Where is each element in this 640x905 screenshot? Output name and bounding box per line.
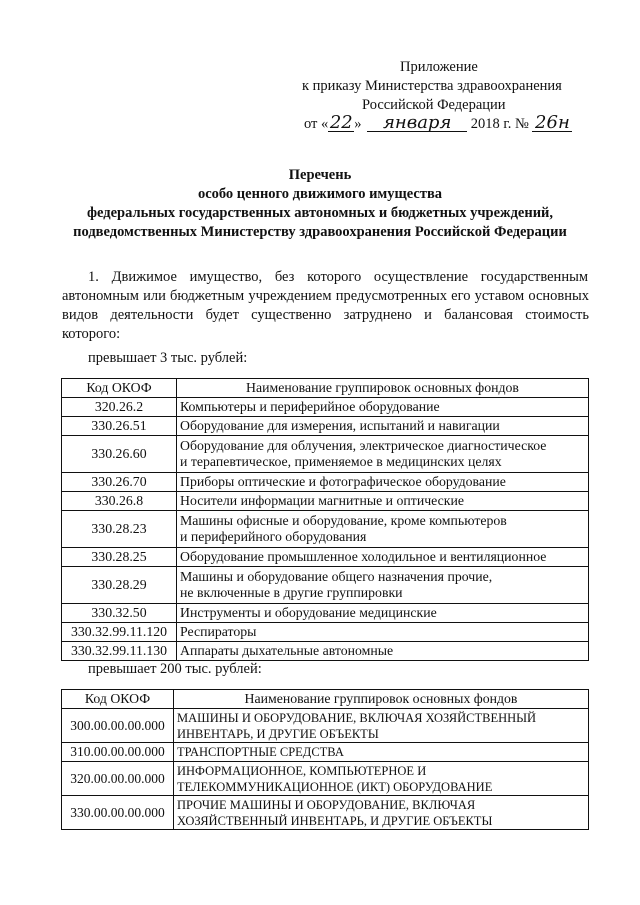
handwritten-month: января: [367, 115, 467, 132]
table-row: [62, 709, 589, 743]
okof-code: 330.00.00.00.000: [62, 796, 174, 830]
table-row: [62, 642, 589, 661]
okof-code: 320.26.2: [62, 398, 177, 417]
table-row: [62, 511, 589, 548]
okof-code: 330.32.99.11.130: [62, 642, 177, 661]
group-name: Оборудование для измерения, испытаний и навигации: [177, 417, 589, 436]
table-3k: [61, 378, 589, 661]
table-row: [62, 604, 589, 623]
table-row: [62, 548, 589, 567]
okof-code: 330.26.8: [62, 492, 177, 511]
okof-code: 330.32.99.11.120: [62, 623, 177, 642]
document-title: [40, 166, 600, 242]
group-name-line-1: Оборудование для облучения, электрическое диагностическое: [180, 438, 547, 453]
handwritten-day: 22: [329, 112, 353, 133]
table2-header-code: Код ОКОФ: [62, 690, 174, 709]
date-quote-close: »: [354, 116, 362, 132]
table-row: [62, 473, 589, 492]
okof-code: 300.00.00.00.000: [62, 709, 174, 743]
table-row: [62, 417, 589, 436]
okof-code: 330.32.50: [62, 604, 177, 623]
date-year-number-label: 2018 г. №: [470, 116, 529, 132]
group-name: Аппараты дыхательные автономные: [177, 642, 589, 661]
okof-code: 330.26.60: [62, 436, 177, 473]
group-name: [177, 567, 589, 604]
group-name: Носители информации магнитные и оптические: [177, 492, 589, 511]
table-row: [62, 796, 589, 830]
table-row: [62, 492, 589, 511]
table-row: [62, 762, 589, 796]
title-line-3: федеральных государственных автономных и бюджетных учреждений,: [86, 205, 554, 221]
title-line-4: подведомственных Министерству здравоохранения Российской Федерации: [73, 224, 567, 240]
table-row: [62, 743, 589, 762]
okof-code: 330.26.51: [62, 417, 177, 436]
group-name-line-2: ХОЗЯЙСТВЕННЫЙ ИНВЕНТАРЬ, И ДРУГИЕ ОБЪЕКТЫ: [177, 813, 493, 828]
okof-code: 320.00.00.00.000: [62, 762, 174, 796]
handwritten-order-number: 26н: [532, 115, 572, 132]
okof-code: 330.28.29: [62, 567, 177, 604]
okof-code: 310.00.00.00.000: [62, 743, 174, 762]
title-line-1: Перечень: [288, 167, 352, 183]
group-name-line-2: и периферийного оборудования: [180, 529, 367, 544]
table-row: [62, 436, 589, 473]
group-name: [177, 511, 589, 548]
group-name: Инструменты и оборудование медицинские: [177, 604, 589, 623]
group-name-line-1: Машины и оборудование общего назначения прочие,: [180, 569, 493, 584]
group-name: Респираторы: [177, 623, 589, 642]
approval-block: [298, 58, 598, 134]
paragraph-1-first-line: 1. Движимое имущество, без которого осуществление государственным: [88, 269, 588, 285]
title-line-2: особо ценного движимого имущества: [197, 186, 443, 202]
group-name: [177, 436, 589, 473]
group-name: [174, 709, 589, 743]
group-name-line-1: ПРОЧИЕ МАШИНЫ И ОБОРУДОВАНИЕ, ВКЛЮЧАЯ: [177, 797, 476, 812]
order-ministry-line: к приказу Министерства здравоохранения: [302, 78, 562, 94]
appendix-label: Приложение: [400, 59, 478, 75]
group-name-line-1: ИНФОРМАЦИОННОЕ, КОМПЬЮТЕРНОЕ И: [177, 763, 427, 778]
okof-code: 330.26.70: [62, 473, 177, 492]
group-name-line-2: ИНВЕНТАРЬ, И ДРУГИЕ ОБЪЕКТЫ: [177, 726, 379, 741]
table-row: [62, 398, 589, 417]
threshold-3k: превышает 3 тыс. рублей:: [88, 350, 248, 366]
table1-header-name: Наименование группировок основных фондов: [177, 379, 589, 398]
table-row: [62, 567, 589, 604]
paragraph-1-body: автономным или бюджетным учреждением предусмотренных его уставом основных видов деятельности будет существенно затруднено и балансовая стоимость которого:: [62, 288, 589, 342]
group-name-line-2: и терапевтическое, применяемое в медицинских целях: [180, 454, 502, 469]
okof-code: 330.28.25: [62, 548, 177, 567]
federation-line: Российской Федерации: [362, 97, 506, 113]
group-name-line-2: ТЕЛЕКОММУНИКАЦИОННОЕ (ИКТ) ОБОРУДОВАНИЕ: [177, 779, 493, 794]
group-name-line-1: Машины офисные и оборудование, кроме компьютеров: [180, 513, 507, 528]
group-name: Приборы оптические и фотографическое оборудование: [177, 473, 589, 492]
group-name: ТРАНСПОРТНЫЕ СРЕДСТВА: [174, 743, 589, 762]
table-200k: [61, 689, 589, 830]
date-prefix: от «: [304, 116, 329, 132]
table1-header-code: Код ОКОФ: [62, 379, 177, 398]
threshold-200k: превышает 200 тыс. рублей:: [88, 661, 262, 677]
group-name: [174, 762, 589, 796]
table-row: [62, 623, 589, 642]
group-name-line-2: не включенные в другие группировки: [180, 585, 403, 600]
table2-header-name: Наименование группировок основных фондов: [174, 690, 589, 709]
group-name-line-1: МАШИНЫ И ОБОРУДОВАНИЕ, ВКЛЮЧАЯ ХОЗЯЙСТВЕННЫЙ: [177, 710, 537, 725]
group-name: [174, 796, 589, 830]
group-name: Компьютеры и периферийное оборудование: [177, 398, 589, 417]
group-name: Оборудование промышленное холодильное и вентиляционное: [177, 548, 589, 567]
okof-code: 330.28.23: [62, 511, 177, 548]
order-date-line: [298, 112, 598, 134]
